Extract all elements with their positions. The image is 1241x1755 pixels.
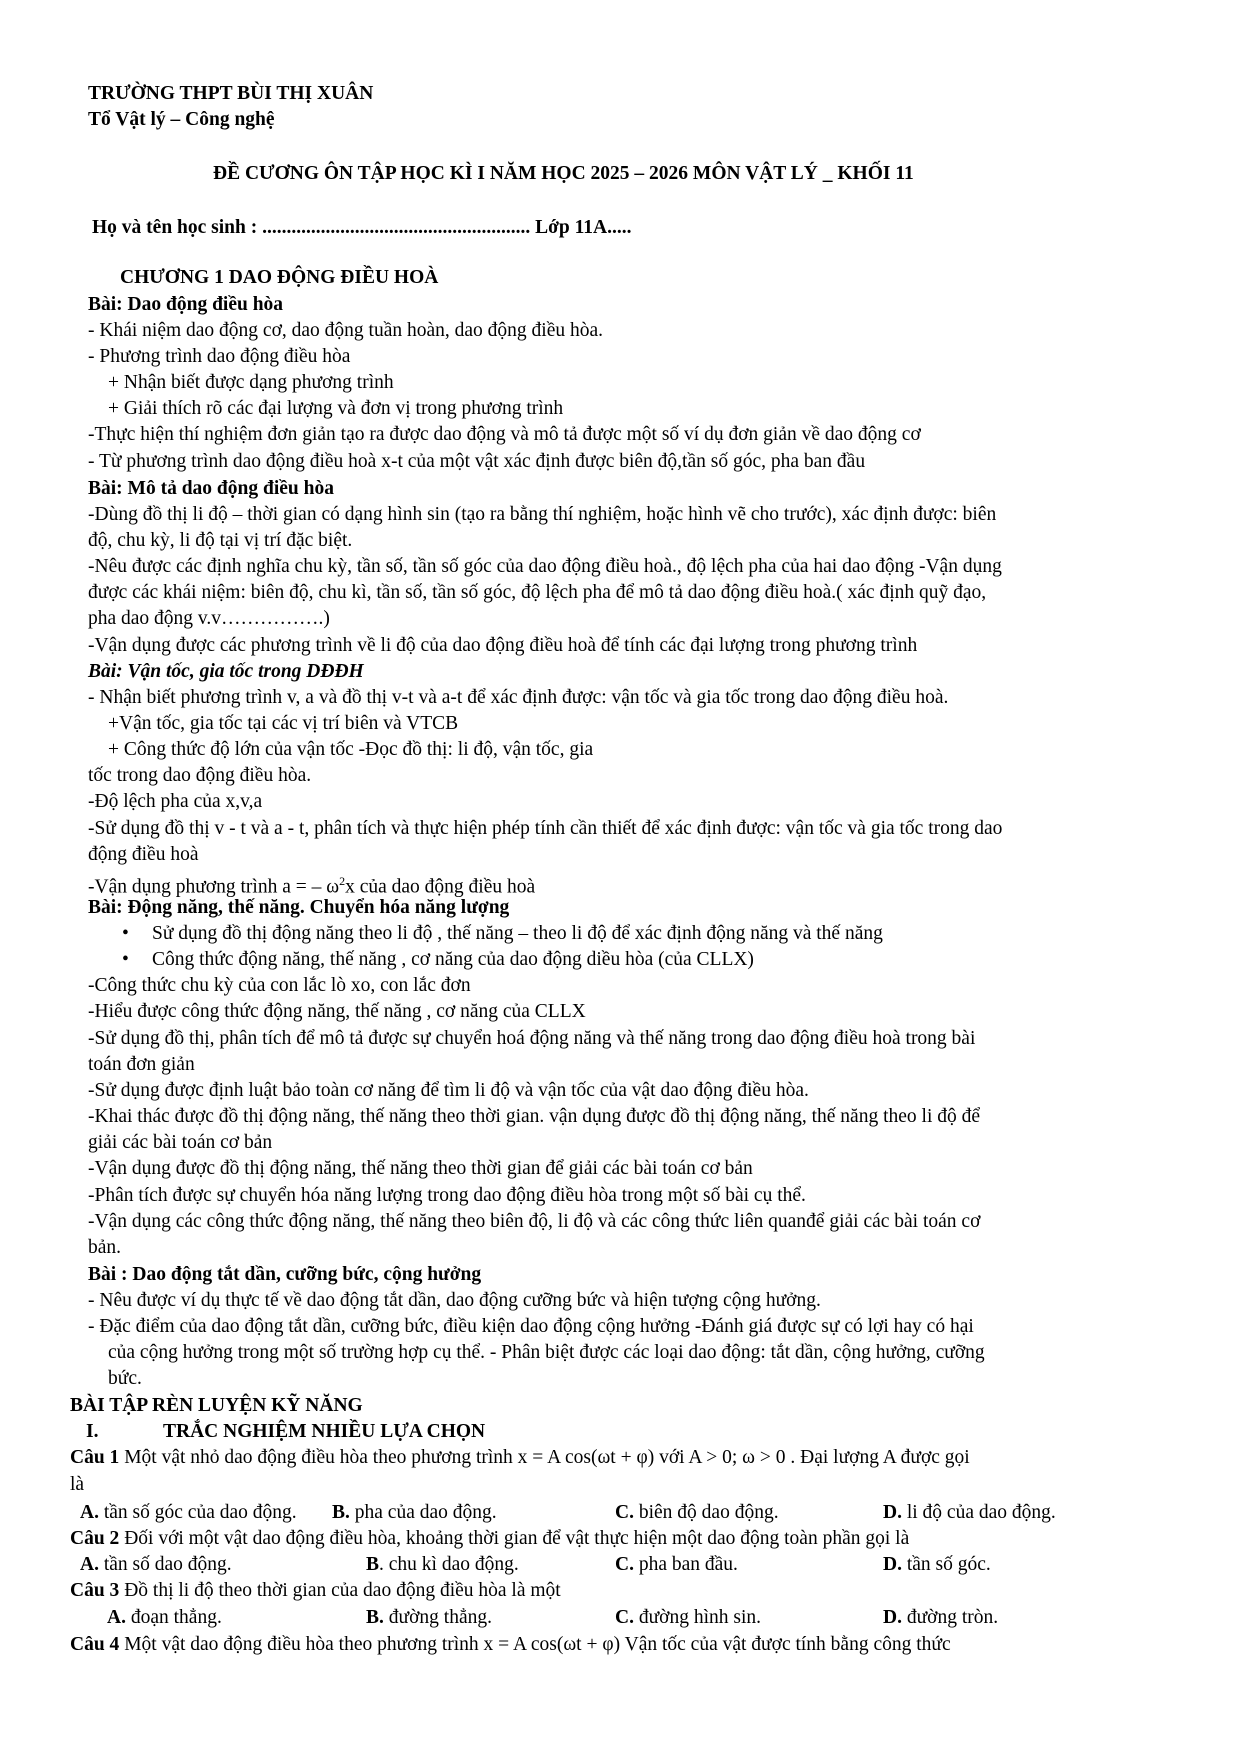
outline-line: -Hiểu được công thức động năng, thế năng , cơ năng của CLLX — [88, 1001, 586, 1022]
question-stem — [70, 1633, 951, 1657]
outline-line: -Vận dụng các công thức động năng, thế năng theo biên độ, li độ và các công thức liên quanđể giải các bài toán cơ — [88, 1211, 981, 1232]
outline-line: -Công thức chu kỳ của con lắc lò xo, con lắc đơn — [88, 975, 471, 996]
bullet-text: Công thức động năng, thế năng , cơ năng của dao động diều hòa (của CLLX) — [152, 949, 754, 970]
outline-line: -Khai thác được đồ thị động năng, thế năng theo thời gian. vận dụng được đồ thị động năng, thế năng theo li độ để — [88, 1106, 981, 1127]
option-b: B. đường thẳng. — [366, 1607, 492, 1628]
outline-line: - Nhận biết phương trình v, a và đồ thị v-t và a-t để xác định được: vận tốc và gia tốc trong dao động điều hoà. — [88, 687, 949, 708]
question-text: Một vật nhỏ dao động điều hòa theo phương trình x = A cos(ωt + φ) với A > 0; ω > 0 . Đại lượng A được gọi — [119, 1447, 970, 1468]
option-b: B. pha của dao động. — [332, 1502, 497, 1523]
bullet-icon: • — [122, 949, 129, 970]
outline-line: + Công thức độ lớn của vận tốc -Đọc đồ thị: li độ, vận tốc, gia — [108, 739, 594, 760]
option-a: A. đoạn thẳng. — [107, 1607, 222, 1628]
formula-text: -Vận dụng phương trình a = – ω — [88, 876, 340, 898]
outline-line: pha dao động v.v…………….) — [88, 608, 330, 629]
option-b: B. chu kì dao động. — [366, 1554, 519, 1575]
question-label: Câu 3 — [70, 1580, 120, 1601]
question-label: Câu 2 — [70, 1528, 120, 1549]
question-stem — [70, 1446, 970, 1470]
student-info-line: Họ và tên học sinh : ....................................................... Lớp 11A..... — [92, 217, 632, 238]
option-a: A. tần số góc của dao động. — [80, 1502, 297, 1523]
option-d: D. đường tròn. — [883, 1607, 999, 1628]
outline-line: bức. — [108, 1368, 142, 1389]
outline-line: -Sử dụng đồ thị, phân tích để mô tả được sự chuyển hoá động năng và thế năng trong dao động điều hoà trong bài — [88, 1028, 976, 1049]
option-a: A. tần số dao động. — [80, 1554, 232, 1575]
document-title: ĐỀ CƯƠNG ÔN TẬP HỌC KÌ I NĂM HỌC 2025 – 2026 MÔN VẬT LÝ _ KHỐI 11 — [213, 163, 914, 184]
option-c: C. biên độ dao động. — [615, 1502, 779, 1523]
outline-line: - Nêu được ví dụ thực tế về dao động tắt dần, dao động cưỡng bức và hiện tượng cộng hưởng. — [88, 1290, 821, 1311]
outline-line: động điều hoà — [88, 844, 199, 865]
option-c: C. đường hình sin. — [615, 1607, 762, 1628]
school-name: TRƯỜNG THPT BÙI THỊ XUÂN — [88, 83, 374, 104]
answer-options-row — [0, 1606, 1241, 1630]
question-text: Đồ thị li độ theo thời gian của dao động điều hòa là một — [119, 1580, 561, 1601]
question-text: Đối với một vật dao động điều hòa, khoảng thời gian để vật thực hiện một dao động toàn phần gọi là — [119, 1528, 910, 1549]
outline-line: độ, chu kỳ, li độ tại vị trí đặc biệt. — [88, 530, 353, 551]
outline-line: - Đặc điểm của dao động tắt dần, cưỡng bức, điều kiện dao động cộng hưởng -Đánh giá được sự có lợi hay có hại — [88, 1316, 974, 1337]
outline-line: của cộng hưởng trong một số trường hợp cụ thể. - Phân biệt được các loại dao động: tắt dần, cộng hưởng, cưỡng — [108, 1342, 985, 1363]
outline-line: + Giải thích rõ các đại lượng và đơn vị trong phương trình — [108, 398, 564, 419]
section-heading: Bài: Vận tốc, gia tốc trong DĐĐH — [88, 661, 364, 682]
outline-line: toán đơn giản — [88, 1054, 195, 1075]
outline-line: + Nhận biết được dạng phương trình — [108, 372, 394, 393]
outline-line: được các khái niệm: biên độ, chu kì, tần số, tần số góc, độ lệch pha để mô tả dao động điều hoà.( xác định quỹ đạo, — [88, 582, 987, 603]
option-d: D. li độ của dao động. — [883, 1502, 1056, 1523]
question-text: Một vật dao động điều hòa theo phương trình x = A cos(ωt + φ) Vận tốc của vật được tính bằng công thức — [119, 1634, 951, 1655]
outline-line: -Vận dụng được các phương trình về li độ của dao động điều hoà để tính các đại lượng trong phương trình — [88, 635, 918, 656]
option-c: C. pha ban đầu. — [615, 1554, 738, 1575]
outline-line: -Phân tích được sự chuyển hóa năng lượng trong dao động điều hòa trong một số bài cụ thể. — [88, 1185, 806, 1206]
outline-line: +Vận tốc, gia tốc tại các vị trí biên và VTCB — [108, 713, 459, 734]
outline-line: tốc trong dao động điều hòa. — [88, 765, 312, 786]
option-d: D. tần số góc. — [883, 1554, 991, 1575]
outline-line: -Dùng đồ thị li độ – thời gian có dạng hình sin (tạo ra bằng thí nghiệm, hoặc hình vẽ cho trước), xác định được: biên — [88, 504, 997, 525]
outline-line: bản. — [88, 1237, 122, 1258]
exercises-heading: BÀI TẬP RÈN LUYỆN KỸ NĂNG — [70, 1395, 363, 1416]
outline-line: -Sử dụng được định luật bảo toàn cơ năng để tìm li độ và vận tốc của vật dao động điều hòa. — [88, 1080, 809, 1101]
question-stem-continued: là — [70, 1474, 85, 1495]
department-name: Tổ Vật lý – Công nghệ — [88, 109, 275, 130]
chapter-heading: CHƯƠNG 1 DAO ĐỘNG ĐIỀU HOÀ — [120, 267, 439, 288]
section-heading: Bài: Mô tả dao động điều hòa — [88, 478, 334, 499]
bullet-item — [122, 922, 883, 946]
outline-line: -Nêu được các định nghĩa chu kỳ, tần số, tần số góc của dao động điều hoà., độ lệch pha của hai dao động -Vận dụng — [88, 556, 1002, 577]
section-heading: Bài: Dao động điều hòa — [88, 294, 284, 315]
answer-options-row — [0, 1501, 1241, 1525]
question-label: Câu 1 — [70, 1447, 120, 1468]
outline-line: -Vận dụng được đồ thị động năng, thế năng theo thời gian để giải các bài toán cơ bản — [88, 1158, 753, 1179]
outline-line: -Độ lệch pha của x,v,a — [88, 791, 263, 812]
bullet-item — [122, 948, 754, 972]
answer-options-row — [0, 1553, 1241, 1577]
outline-line: -Sử dụng đồ thị v - t và a - t, phân tích và thực hiện phép tính cần thiết để xác định được: vận tốc và gia tốc trong dao — [88, 818, 1003, 839]
formula-text-tail: x của dao động điều hoà — [345, 876, 536, 898]
outline-line: - Từ phương trình dao động điều hoà x-t của một vật xác định được biên độ,tần số góc, pha ban đầu — [88, 451, 866, 472]
formula-line — [88, 869, 535, 900]
outline-line: - Phương trình dao động điều hòa — [88, 346, 351, 367]
bullet-icon: • — [122, 923, 129, 944]
question-stem — [70, 1527, 909, 1551]
formula-exponent: 2 — [339, 874, 346, 888]
question-label: Câu 4 — [70, 1634, 120, 1655]
question-stem — [70, 1579, 561, 1603]
section-heading: Bài: Động năng, thế năng. Chuyển hóa năng lượng — [88, 897, 510, 918]
bullet-text: Sử dụng đồ thị động năng theo li độ , thế năng – theo li độ để xác định động năng và thế năng — [152, 923, 883, 944]
outline-line: giải các bài toán cơ bản — [88, 1132, 273, 1153]
outline-line: - Khái niệm dao động cơ, dao động tuần hoàn, dao động điều hòa. — [88, 320, 604, 341]
outline-line: -Thực hiện thí nghiệm đơn giản tạo ra được dao động và mô tả được một số ví dụ đơn giản về dao động cơ — [88, 424, 921, 445]
section-heading: Bài : Dao động tắt dần, cưỡng bức, cộng hưởng — [88, 1264, 482, 1285]
part-number: I. — [86, 1421, 99, 1442]
part-heading: TRẮC NGHIỆM NHIỀU LỰA CHỌN — [163, 1421, 486, 1442]
